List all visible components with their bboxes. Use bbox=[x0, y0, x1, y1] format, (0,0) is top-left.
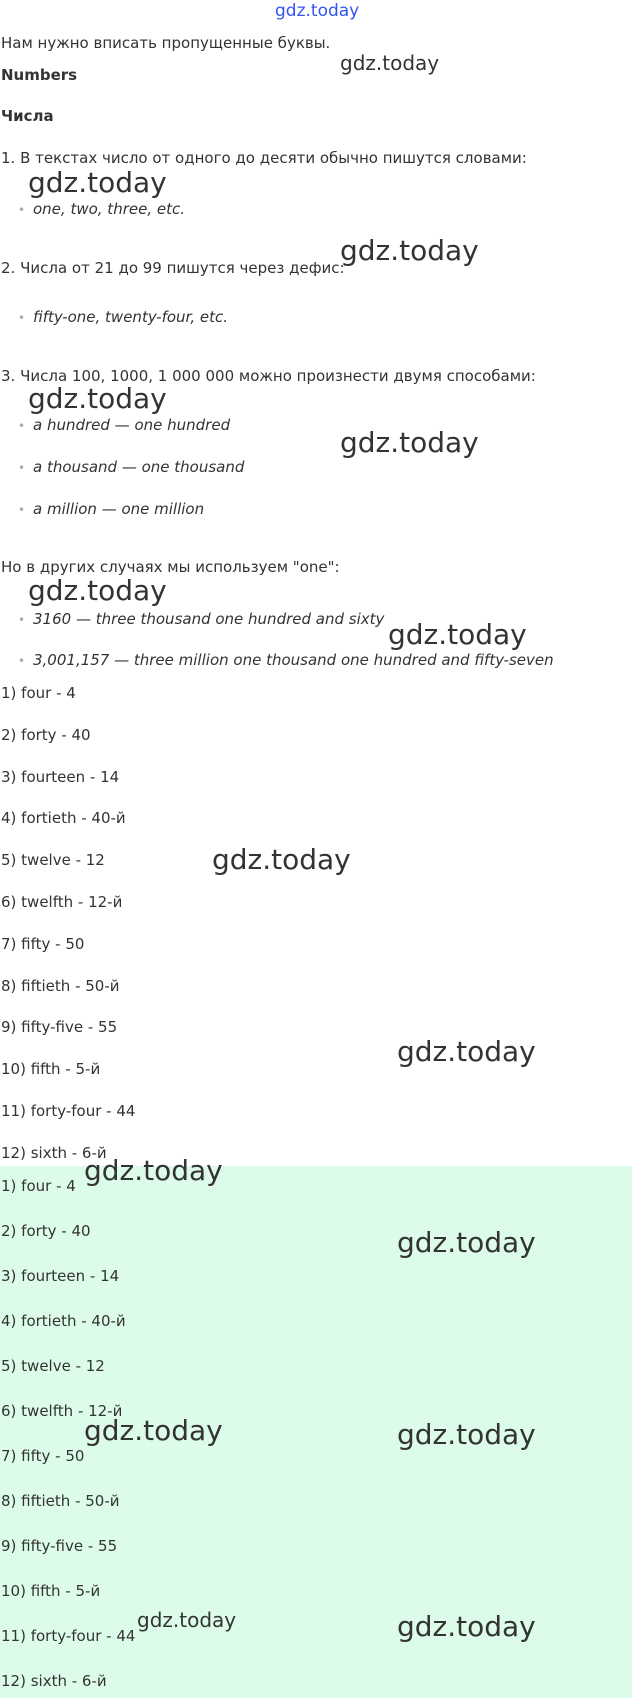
list-item: 12) sixth - 6-й bbox=[1, 1143, 107, 1162]
watermark: gdz.today bbox=[28, 574, 167, 607]
answer-item: 8) fiftieth - 50-й bbox=[1, 1492, 120, 1510]
rule-4: Но в других случаях мы используем "one": bbox=[1, 558, 340, 576]
watermark: gdz.today bbox=[388, 618, 527, 651]
rule-3-bullet: • a hundred — one hundred bbox=[33, 416, 230, 434]
watermark: gdz.today bbox=[84, 1414, 223, 1447]
numbers-heading: Numbers bbox=[1, 66, 78, 84]
watermark: gdz.today bbox=[397, 1610, 536, 1643]
watermark: gdz.today bbox=[84, 1154, 223, 1187]
list-item: 10) fifth - 5-й bbox=[1, 1060, 101, 1079]
list-item: 11) forty-four - 44 bbox=[1, 1102, 136, 1120]
list-item: 3) fourteen - 14 bbox=[1, 767, 120, 786]
answer-item: 10) fifth - 5-й bbox=[1, 1582, 101, 1600]
answer-item: 12) sixth - 6-й bbox=[1, 1672, 107, 1690]
answer-item: 3) fourteen - 14 bbox=[1, 1267, 120, 1285]
watermark: gdz.today bbox=[397, 1418, 536, 1451]
rule-4-bullet: • 3160 — three thousand one hundred and sixty bbox=[33, 610, 384, 628]
answer-item: 1) four - 4 bbox=[1, 1177, 76, 1195]
answer-item: 9) fifty-five - 55 bbox=[1, 1537, 118, 1555]
list-item: 5) twelve - 12 bbox=[1, 851, 105, 870]
rule-2: 2. Числа от 21 до 99 пишутся через дефис: bbox=[1, 259, 345, 277]
rule-1-bullet: • one, two, three, etc. bbox=[33, 200, 185, 218]
rule-3-bullet: • a thousand — one thousand bbox=[33, 458, 244, 476]
watermark: gdz.today bbox=[212, 843, 351, 876]
rule-1: 1. В текстах число от одного до десяти обычно пишутся словами: bbox=[1, 149, 527, 167]
rule-3-bullet: • a million — one million bbox=[33, 500, 204, 518]
answer-item: 2) forty - 40 bbox=[1, 1222, 91, 1240]
rule-4-bullet: • 3,001,157 — three million one thousand one hundred and fifty-seven bbox=[33, 651, 554, 669]
watermark: gdz.today bbox=[340, 426, 479, 459]
watermark: gdz.today bbox=[28, 382, 167, 415]
list-item: 8) fiftieth - 50-й bbox=[1, 976, 120, 995]
rule-2-bullet: • fifty-one, twenty-four, etc. bbox=[33, 308, 228, 326]
list-item: 7) fifty - 50 bbox=[1, 934, 85, 953]
answer-item: 4) fortieth - 40-й bbox=[1, 1312, 126, 1330]
answer-item: 7) fifty - 50 bbox=[1, 1447, 85, 1465]
list-item: 9) fifty-five - 55 bbox=[1, 1018, 118, 1037]
watermark: gdz.today bbox=[397, 1226, 536, 1259]
watermark: gdz.today bbox=[340, 51, 440, 75]
list-item: 2) forty - 40 bbox=[1, 725, 91, 744]
answer-item: 11) forty-four - 44 bbox=[1, 1627, 136, 1645]
chisla-heading: Числа bbox=[1, 107, 54, 125]
answer-item: 6) twelfth - 12-й bbox=[1, 1402, 123, 1420]
watermark: gdz.today bbox=[137, 1608, 237, 1632]
intro-text: Нам нужно вписать пропущенные буквы. bbox=[1, 34, 331, 52]
watermark: gdz.today bbox=[28, 166, 167, 199]
answer-item: 5) twelve - 12 bbox=[1, 1357, 105, 1375]
watermark: gdz.today bbox=[397, 1035, 536, 1068]
list-item: 1) four - 4 bbox=[1, 684, 76, 702]
list-item: 6) twelfth - 12-й bbox=[1, 893, 123, 911]
header-link[interactable]: gdz.today bbox=[275, 1, 360, 21]
watermark: gdz.today bbox=[340, 234, 479, 267]
list-item: 4) fortieth - 40-й bbox=[1, 809, 126, 828]
rule-3: 3. Числа 100, 1000, 1 000 000 можно произнести двумя способами: bbox=[1, 367, 536, 385]
